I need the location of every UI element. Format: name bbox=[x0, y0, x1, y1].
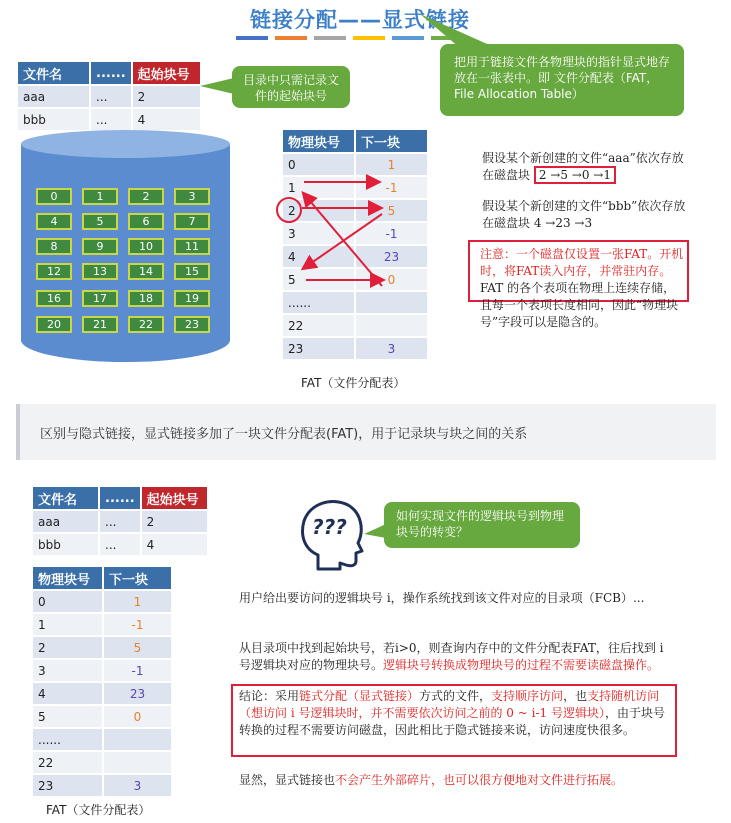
dir-cell: 4 bbox=[132, 108, 201, 131]
table-row bbox=[33, 774, 172, 797]
paragraph-lookup-black: 从目录项中找到起始块号，若i>0，则查询内存中的文件分配表FAT，往后找到 i 号逻辑块对应的物理块号。 bbox=[239, 641, 664, 672]
fat-cell: 3 bbox=[103, 774, 172, 797]
fat-cell: -1 bbox=[355, 222, 428, 245]
table-row bbox=[33, 705, 172, 728]
dir-cell: ... bbox=[90, 85, 132, 108]
conclusion-part: ，也 bbox=[563, 689, 588, 703]
disk-block: 17 bbox=[82, 290, 118, 307]
fat-cell: 2 bbox=[33, 636, 103, 659]
callout-directory: 目录中只需记录文件的起始块号 bbox=[232, 66, 350, 108]
dir-cell: aaa bbox=[18, 85, 90, 108]
chain-arrows bbox=[270, 150, 410, 300]
table-row bbox=[33, 751, 172, 774]
fat-cell: -1 bbox=[103, 659, 172, 682]
fat-cell: 22 bbox=[33, 751, 103, 774]
fat-cell: 23 bbox=[355, 245, 428, 268]
fat-cell: 4 bbox=[283, 245, 355, 268]
fat-cell: 3 bbox=[355, 337, 428, 360]
disk-block: 13 bbox=[82, 263, 118, 280]
fat-cell: 23 bbox=[33, 774, 103, 797]
fat-cell: 1 bbox=[283, 176, 355, 199]
disk-block: 10 bbox=[128, 238, 164, 255]
dir-cell: 4 bbox=[141, 533, 208, 556]
table-row bbox=[33, 613, 172, 636]
dir-cell: 2 bbox=[141, 510, 208, 533]
conclusion-part: 方式的文件， bbox=[419, 689, 492, 703]
fat-cell: -1 bbox=[355, 176, 428, 199]
fat-table bbox=[33, 567, 173, 798]
disk-block: 9 bbox=[82, 238, 118, 255]
table-row bbox=[33, 510, 208, 533]
fat-header-next: 下一块 bbox=[103, 567, 172, 590]
disk-block: 8 bbox=[36, 238, 72, 255]
summary-banner bbox=[16, 404, 716, 460]
disk-block: 0 bbox=[36, 188, 72, 205]
callout-pointer bbox=[364, 524, 386, 542]
fat-cell: 5 bbox=[33, 705, 103, 728]
paragraph-fcb: 用户给出要访问的逻辑块号 i，操作系统找到该文件对应的目录项（FCB）... bbox=[239, 591, 645, 605]
fat-cell: ...... bbox=[283, 291, 355, 314]
fat-cell: -1 bbox=[103, 613, 172, 636]
fat-note-black: FAT 的各个表项在物理上连续存储，且每一个表项长度相同，因此“物理块号”字段可以是隐含的。 bbox=[480, 281, 679, 329]
fat-cell: 1 bbox=[103, 590, 172, 613]
fat-header-block: 物理块号 bbox=[283, 130, 355, 153]
disk-block: 5 bbox=[82, 213, 118, 230]
disk-block: 16 bbox=[36, 290, 72, 307]
conclusion-part: 结论：采用 bbox=[239, 689, 300, 703]
fat-cell: 3 bbox=[283, 222, 355, 245]
dir-cell: 2 bbox=[132, 85, 201, 108]
example-aaa-text: 假设某个新创建的文件“aaa”依次存放在磁盘块 bbox=[482, 151, 684, 182]
dir-header-name: 文件名 bbox=[33, 487, 99, 510]
fat-cell: 0 bbox=[283, 153, 355, 176]
title-bar-2 bbox=[275, 36, 307, 40]
disk-block: 11 bbox=[174, 238, 210, 255]
disk-block: 14 bbox=[128, 263, 164, 280]
fat-cell bbox=[355, 314, 428, 337]
fat-caption: FAT（文件分配表） bbox=[46, 803, 151, 817]
callout-pointer bbox=[200, 76, 234, 96]
table-row bbox=[18, 108, 201, 131]
disk-block: 23 bbox=[174, 316, 210, 333]
fat-cell: 1 bbox=[355, 153, 428, 176]
fat-cell: 0 bbox=[33, 590, 103, 613]
fat-note-red: 注意：一个磁盘仅设置一张FAT。开机时，将FAT读入内存，并常驻内存。 bbox=[480, 247, 684, 278]
conclusion-part: 支持随机访问（想访问 i 号逻辑块时，并不需要依次访问之前的 0 ~ i-1 号逻辑块） bbox=[239, 689, 660, 720]
fat-header-next: 下一块 bbox=[355, 130, 428, 153]
fat-caption: FAT（文件分配表） bbox=[301, 376, 406, 390]
conclusion-part: ，由于块号转换的过程不需要访问磁盘，因此相比于隐式链接来说，访问速度快很多。 bbox=[239, 706, 665, 737]
dir-header-dots: ...... bbox=[90, 62, 132, 85]
dir-cell: ... bbox=[99, 510, 141, 533]
paragraph-lookup-red: 逻辑块号转换成物理块号的过程不需要读磁盘操作。 bbox=[383, 658, 660, 672]
callout-question: 如何实现文件的逻辑块号到物理块号的转变？ bbox=[384, 502, 580, 548]
dir-header-dots: ...... bbox=[99, 487, 141, 510]
fat-cell: 4 bbox=[33, 682, 103, 705]
table-row bbox=[33, 728, 172, 751]
start-block-circle bbox=[277, 198, 301, 222]
disk-block: 4 bbox=[36, 213, 72, 230]
summary-banner-text: 区别与隐式链接，显式链接多加了一块文件分配表(FAT)，用于记录块与块之间的关系 bbox=[40, 427, 528, 442]
example-bbb: 假设某个新创建的文件“bbb”依次存放在磁盘块 4 →23 →3 bbox=[482, 199, 686, 230]
dir-cell: bbb bbox=[18, 108, 90, 131]
title-bar-4 bbox=[353, 36, 385, 40]
dir-cell: ... bbox=[90, 108, 132, 131]
fat-cell: 0 bbox=[103, 705, 172, 728]
fat-cell: 5 bbox=[355, 199, 428, 222]
paragraph-lookup bbox=[239, 640, 669, 674]
fragment-black: 显然，显式链接也 bbox=[239, 773, 336, 787]
fat-cell: 23 bbox=[103, 682, 172, 705]
disk-block: 22 bbox=[128, 316, 164, 333]
example-aaa bbox=[482, 150, 687, 184]
fat-cell: 1 bbox=[33, 613, 103, 636]
disk-block: 6 bbox=[128, 213, 164, 230]
fat-note bbox=[480, 246, 686, 331]
dir-header-name: 文件名 bbox=[18, 62, 90, 85]
fat-cell: 23 bbox=[283, 337, 355, 360]
conclusion-part: 支持顺序访问 bbox=[491, 689, 564, 703]
fat-cell: 5 bbox=[103, 636, 172, 659]
fat-cell bbox=[103, 751, 172, 774]
fragment-red: 不会产生外部碎片，也可以很方便地对文件进行拓展。 bbox=[335, 773, 624, 787]
table-row bbox=[33, 659, 172, 682]
table-row bbox=[33, 636, 172, 659]
table-row bbox=[33, 682, 172, 705]
fat-cell: 2 bbox=[283, 199, 355, 222]
question-marks: ??? bbox=[312, 515, 347, 539]
table-row bbox=[283, 314, 428, 337]
fat-header-block: 物理块号 bbox=[33, 567, 103, 590]
table-row bbox=[33, 533, 208, 556]
example-aaa-chain: 2 →5 →0 →1 bbox=[534, 166, 616, 184]
disk-block: 18 bbox=[128, 290, 164, 307]
disk-block-grid bbox=[21, 130, 230, 370]
fat-cell: 3 bbox=[33, 659, 103, 682]
dir-cell: ... bbox=[99, 533, 141, 556]
table-row bbox=[18, 85, 201, 108]
disk-block: 20 bbox=[36, 316, 72, 333]
callout-pointer bbox=[420, 14, 500, 48]
directory-table bbox=[33, 487, 209, 557]
title-bar-1 bbox=[236, 36, 268, 40]
disk-block: 7 bbox=[174, 213, 210, 230]
thinking-head-icon bbox=[296, 495, 366, 571]
dir-cell: aaa bbox=[33, 510, 99, 533]
disk-block: 1 bbox=[82, 188, 118, 205]
disk-block: 15 bbox=[174, 263, 210, 280]
disk-block: 19 bbox=[174, 290, 210, 307]
fat-cell: 22 bbox=[283, 314, 355, 337]
table-row bbox=[283, 337, 428, 360]
dir-cell: bbb bbox=[33, 533, 99, 556]
slide-title: 链接分配——显式链接 bbox=[250, 8, 470, 32]
callout-fat-definition: 把用于链接文件各物理块的指针显式地存放在一张表中。即 文件分配表（FAT，File Allocation Table） bbox=[440, 44, 684, 116]
conclusion-part: 链式分配（显式链接） bbox=[299, 689, 420, 703]
paragraph-fragment bbox=[239, 772, 669, 789]
disk-block: 2 bbox=[128, 188, 164, 205]
table-row bbox=[33, 590, 172, 613]
fat-cell: 5 bbox=[283, 268, 355, 291]
dir-header-start: 起始块号 bbox=[132, 62, 201, 85]
disk-block: 21 bbox=[82, 316, 118, 333]
fat-cell: ...... bbox=[33, 728, 103, 751]
fat-cell bbox=[103, 728, 172, 751]
fat-cell: 0 bbox=[355, 268, 428, 291]
directory-table bbox=[18, 62, 202, 132]
disk-block: 12 bbox=[36, 263, 72, 280]
disk-block: 3 bbox=[174, 188, 210, 205]
paragraph-conclusion bbox=[239, 688, 669, 739]
dir-header-start: 起始块号 bbox=[141, 487, 208, 510]
title-bar-3 bbox=[314, 36, 346, 40]
